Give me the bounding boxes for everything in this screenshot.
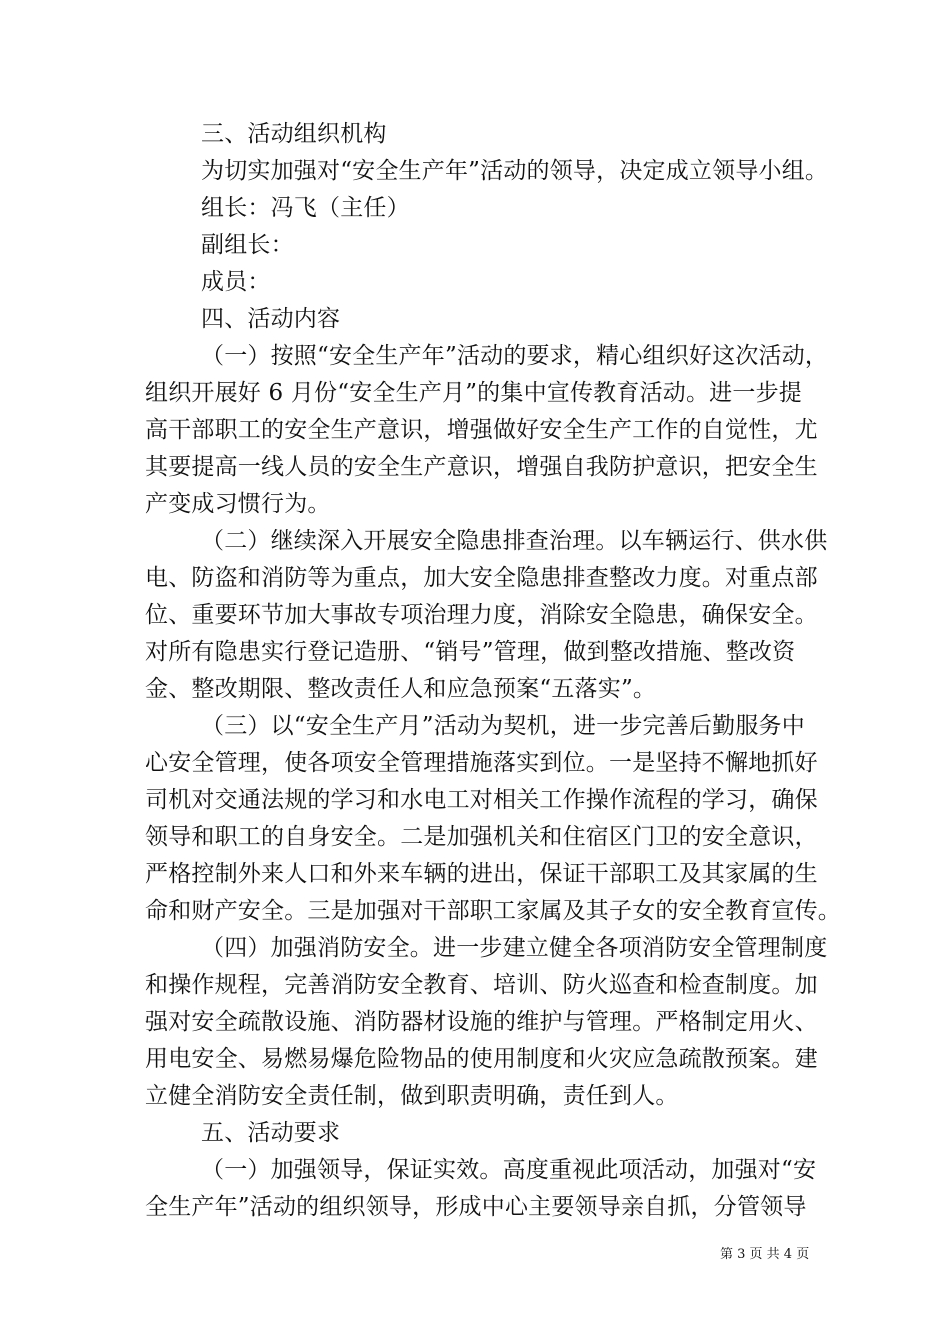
- section-heading-4: 四、活动内容: [201, 306, 341, 332]
- text-line: 其要提高一线人员的安全生产意识，增强自我防护意识，把安全生: [145, 454, 818, 480]
- text-line: 立健全消防安全责任制，做到职责明确，责任到人。: [145, 1083, 679, 1109]
- text-line: （四）加强消防安全。进一步建立健全各项消防安全管理制度: [201, 935, 828, 961]
- text-line: 成员：: [201, 269, 271, 295]
- text-line: 领导和职工的自身安全。二是加强机关和住宿区门卫的安全意识，: [145, 824, 818, 850]
- text-line: 全生产年”活动的组织领导，形成中心主要领导亲自抓，分管领导: [145, 1194, 807, 1220]
- section-heading-5: 五、活动要求: [201, 1120, 341, 1146]
- text-line: 心安全管理，使各项安全管理措施落实到位。一是坚持不懈地抓好: [145, 750, 818, 776]
- text-line: （一）按照“安全生产年”活动的要求，精心组织好这次活动，: [201, 343, 829, 369]
- page-number-footer: 第 3 页 共 4 页: [720, 1247, 810, 1262]
- text-line: 为切实加强对“安全生产年”活动的领导，决定成立领导小组。: [201, 158, 829, 184]
- text-line: 电、防盗和消防等为重点，加大安全隐患排查整改力度。对重点部: [145, 565, 818, 591]
- text-line: 对所有隐患实行登记造册、“销号”管理，做到整改措施、整改资: [145, 639, 796, 665]
- text-line: （二）继续深入开展安全隐患排查治理。以车辆运行、供水供: [201, 528, 828, 554]
- text-line: 严格控制外来人口和外来车辆的进出，保证干部职工及其家属的生: [145, 861, 818, 887]
- text-line: 司机对交通法规的学习和水电工对相关工作操作流程的学习，确保: [145, 787, 818, 813]
- text-line: 组长：冯飞（主任）: [201, 195, 410, 221]
- text-line: 位、重要环节加大事故专项治理力度，消除安全隐患，确保安全。: [145, 602, 818, 628]
- text-line: 强对安全疏散设施、消防器材设施的维护与管理。严格制定用火、: [145, 1009, 818, 1035]
- text-line: （三）以“安全生产月”活动为契机，进一步完善后勤服务中: [201, 713, 805, 739]
- text-line: 用电安全、易燃易爆危险物品的使用制度和火灾应急疏散预案。建: [145, 1046, 818, 1072]
- text-line: 金、整改期限、整改责任人和应急预案“五落实”。: [145, 676, 657, 702]
- section-heading-3: 三、活动组织机构: [201, 121, 387, 147]
- text-line: 命和财产安全。三是加强对干部职工家属及其子女的安全教育宣传。: [145, 898, 841, 924]
- text-line: 副组长：: [201, 232, 294, 258]
- text-line: 组织开展好 6 月份“安全生产月”的集中宣传教育活动。进一步提: [145, 380, 802, 406]
- text-line: 和操作规程，完善消防安全教育、培训、防火巡查和检查制度。加: [145, 972, 818, 998]
- text-line: 高干部职工的安全生产意识，增强做好安全生产工作的自觉性，尤: [145, 417, 818, 443]
- text-line: 产变成习惯行为。: [145, 491, 331, 517]
- text-line: （一）加强领导，保证实效。高度重视此项活动，加强对“安: [201, 1157, 817, 1183]
